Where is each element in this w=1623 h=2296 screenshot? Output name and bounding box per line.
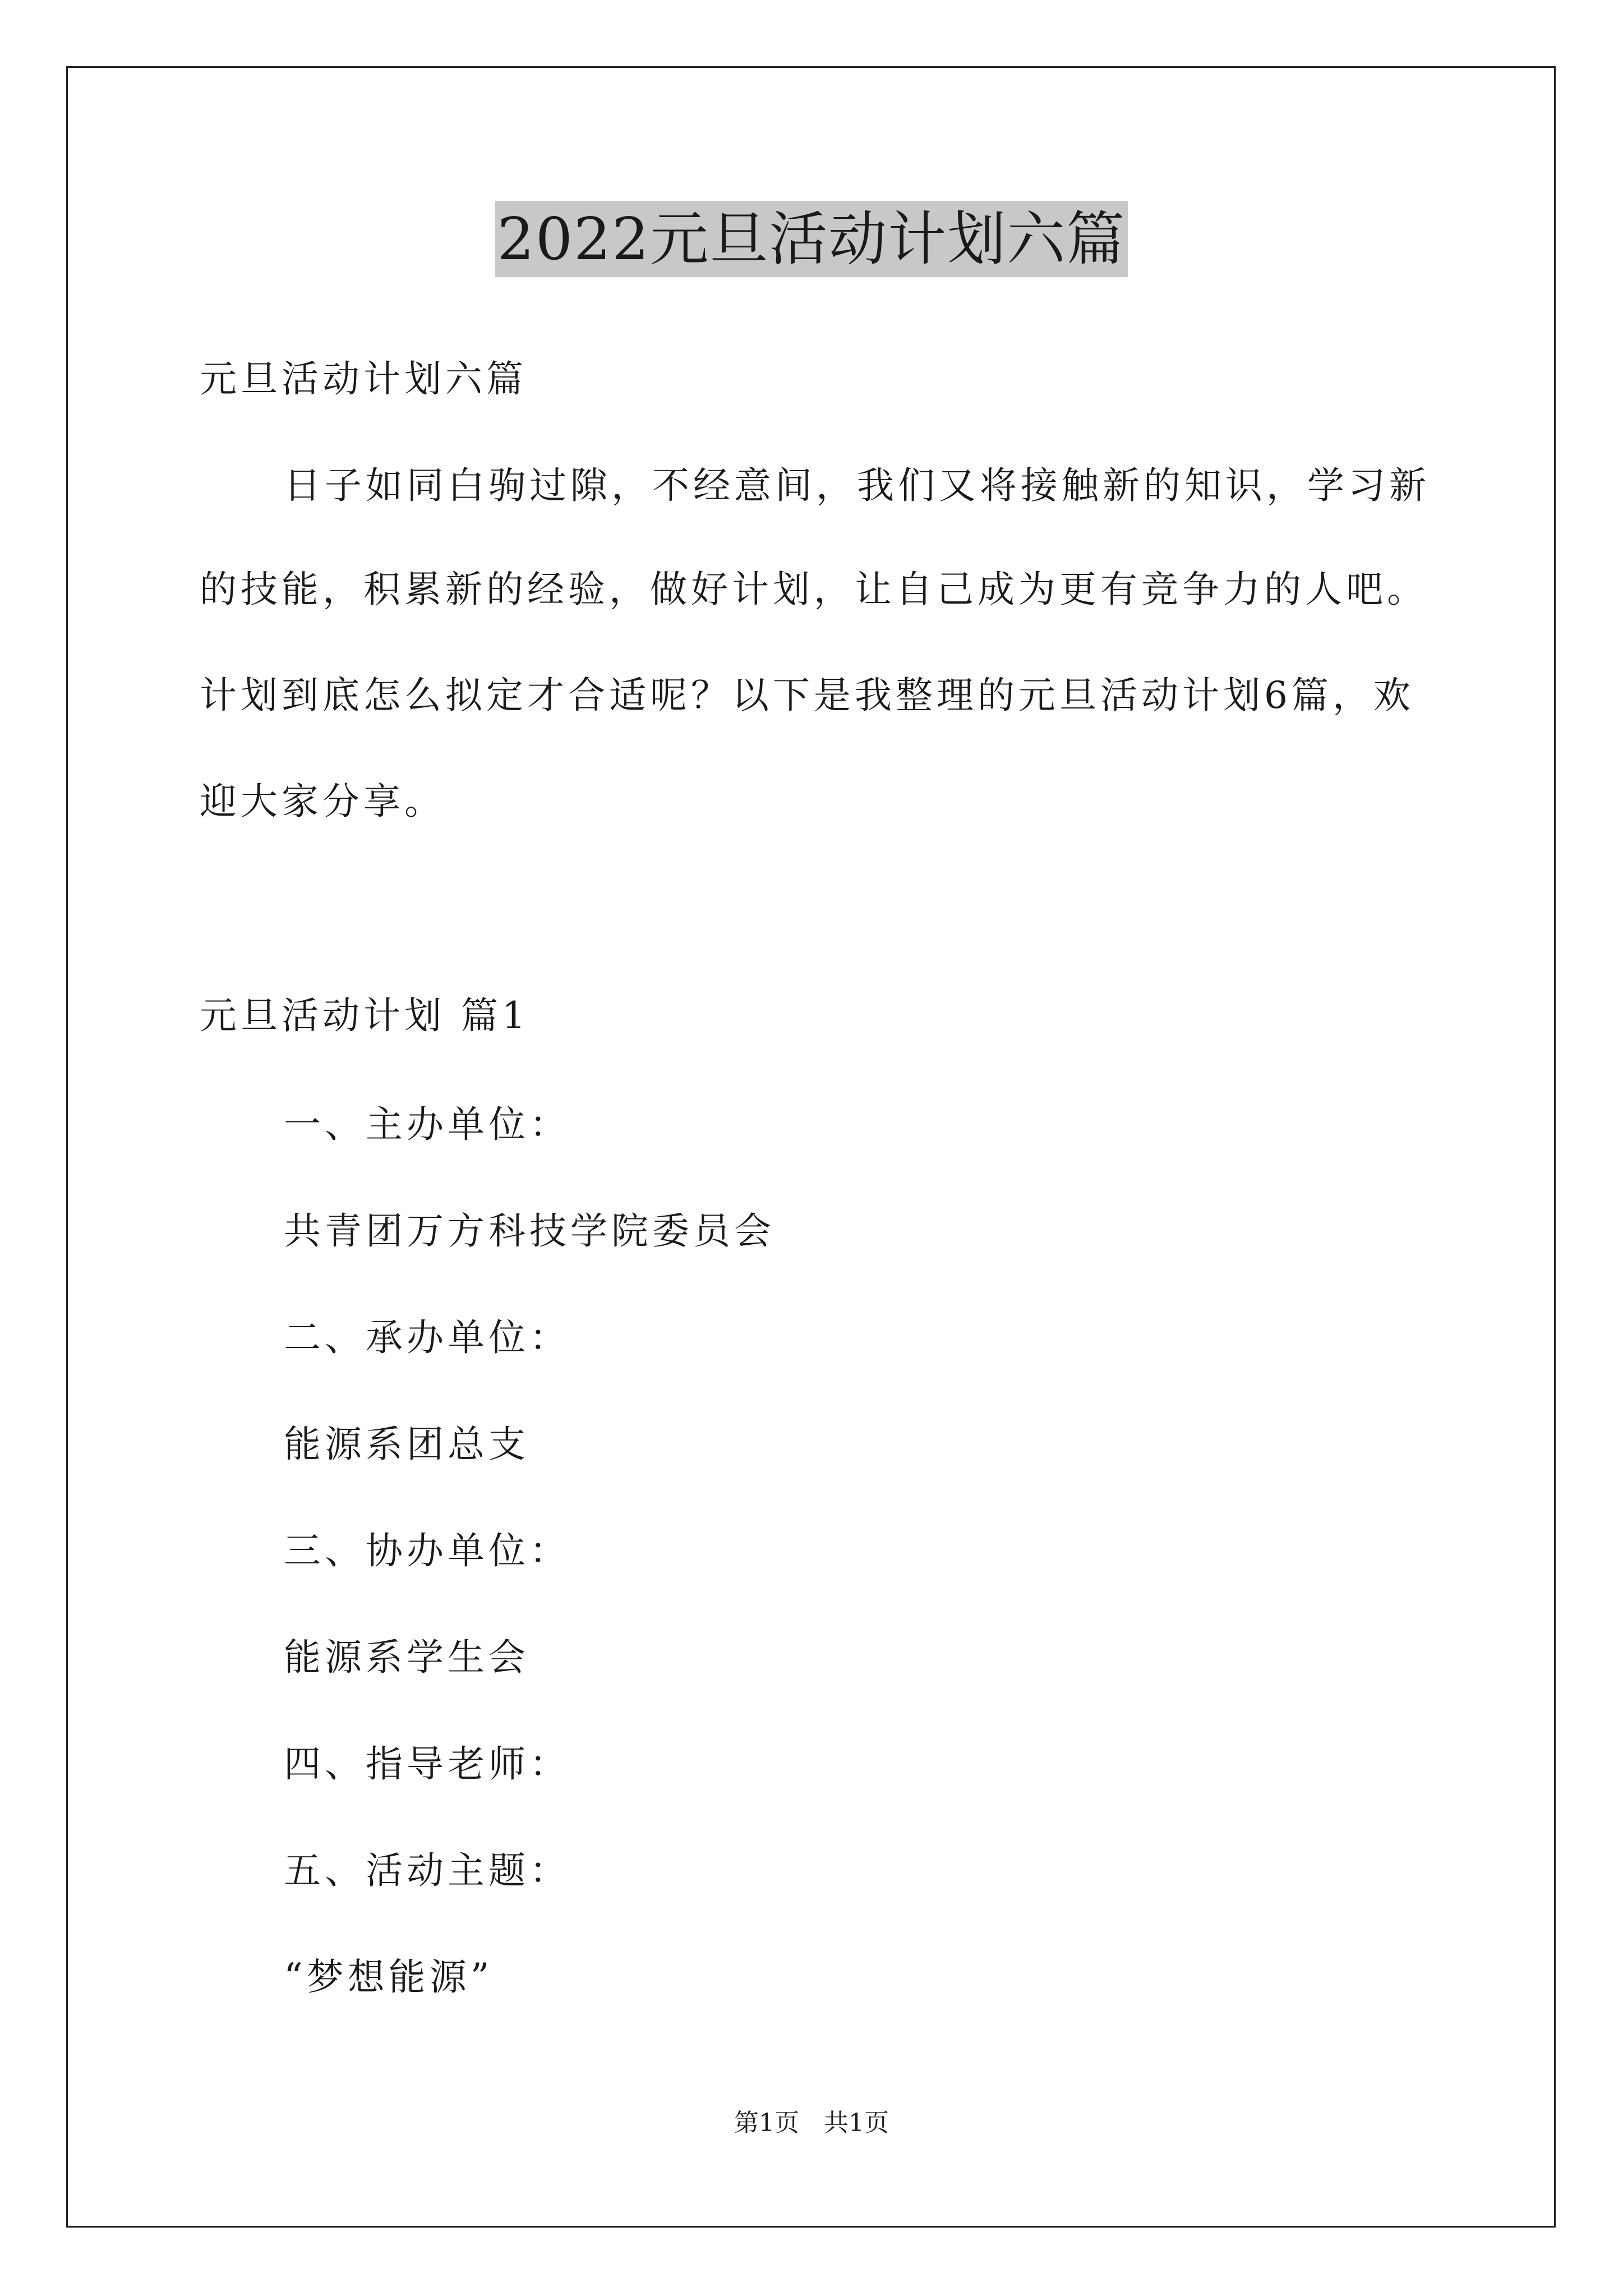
intro-line-2: 的技能，积累新的经验，做好计划，让自己成为更有竞争力的人吧。 <box>200 568 1428 611</box>
item-organizer-label: 一、主办单位： <box>284 1103 570 1146</box>
document-subtitle: 元旦活动计划六篇 <box>200 357 527 401</box>
intro-line-4: 迎大家分享。 <box>200 780 445 823</box>
item-coorganizer-value: 能源系学生会 <box>284 1636 529 1679</box>
item-theme-value: “梦想能源” <box>284 1955 494 1999</box>
item-host-label: 二、承办单位： <box>284 1316 570 1359</box>
item-advisor-label: 四、指导老师： <box>284 1742 570 1786</box>
document-title: 2022元旦活动计划六篇 <box>495 201 1128 277</box>
item-host-value: 能源系团总支 <box>284 1423 529 1466</box>
item-organizer-value: 共青团万方科技学院委员会 <box>284 1209 775 1253</box>
section-heading: 元旦活动计划 篇1 <box>200 994 529 1037</box>
intro-line-1: 日子如同白驹过隙，不经意间，我们又将接触新的知识，学习新 <box>284 464 1430 507</box>
title-container <box>0 201 1623 277</box>
intro-line-3: 计划到底怎么拟定才合适呢？以下是我整理的元旦活动计划6篇，欢 <box>200 674 1414 717</box>
item-coorganizer-label: 三、协办单位： <box>284 1529 570 1572</box>
item-theme-label: 五、活动主题： <box>284 1849 570 1892</box>
page-footer: 第1页 共1页 <box>734 2109 889 2137</box>
